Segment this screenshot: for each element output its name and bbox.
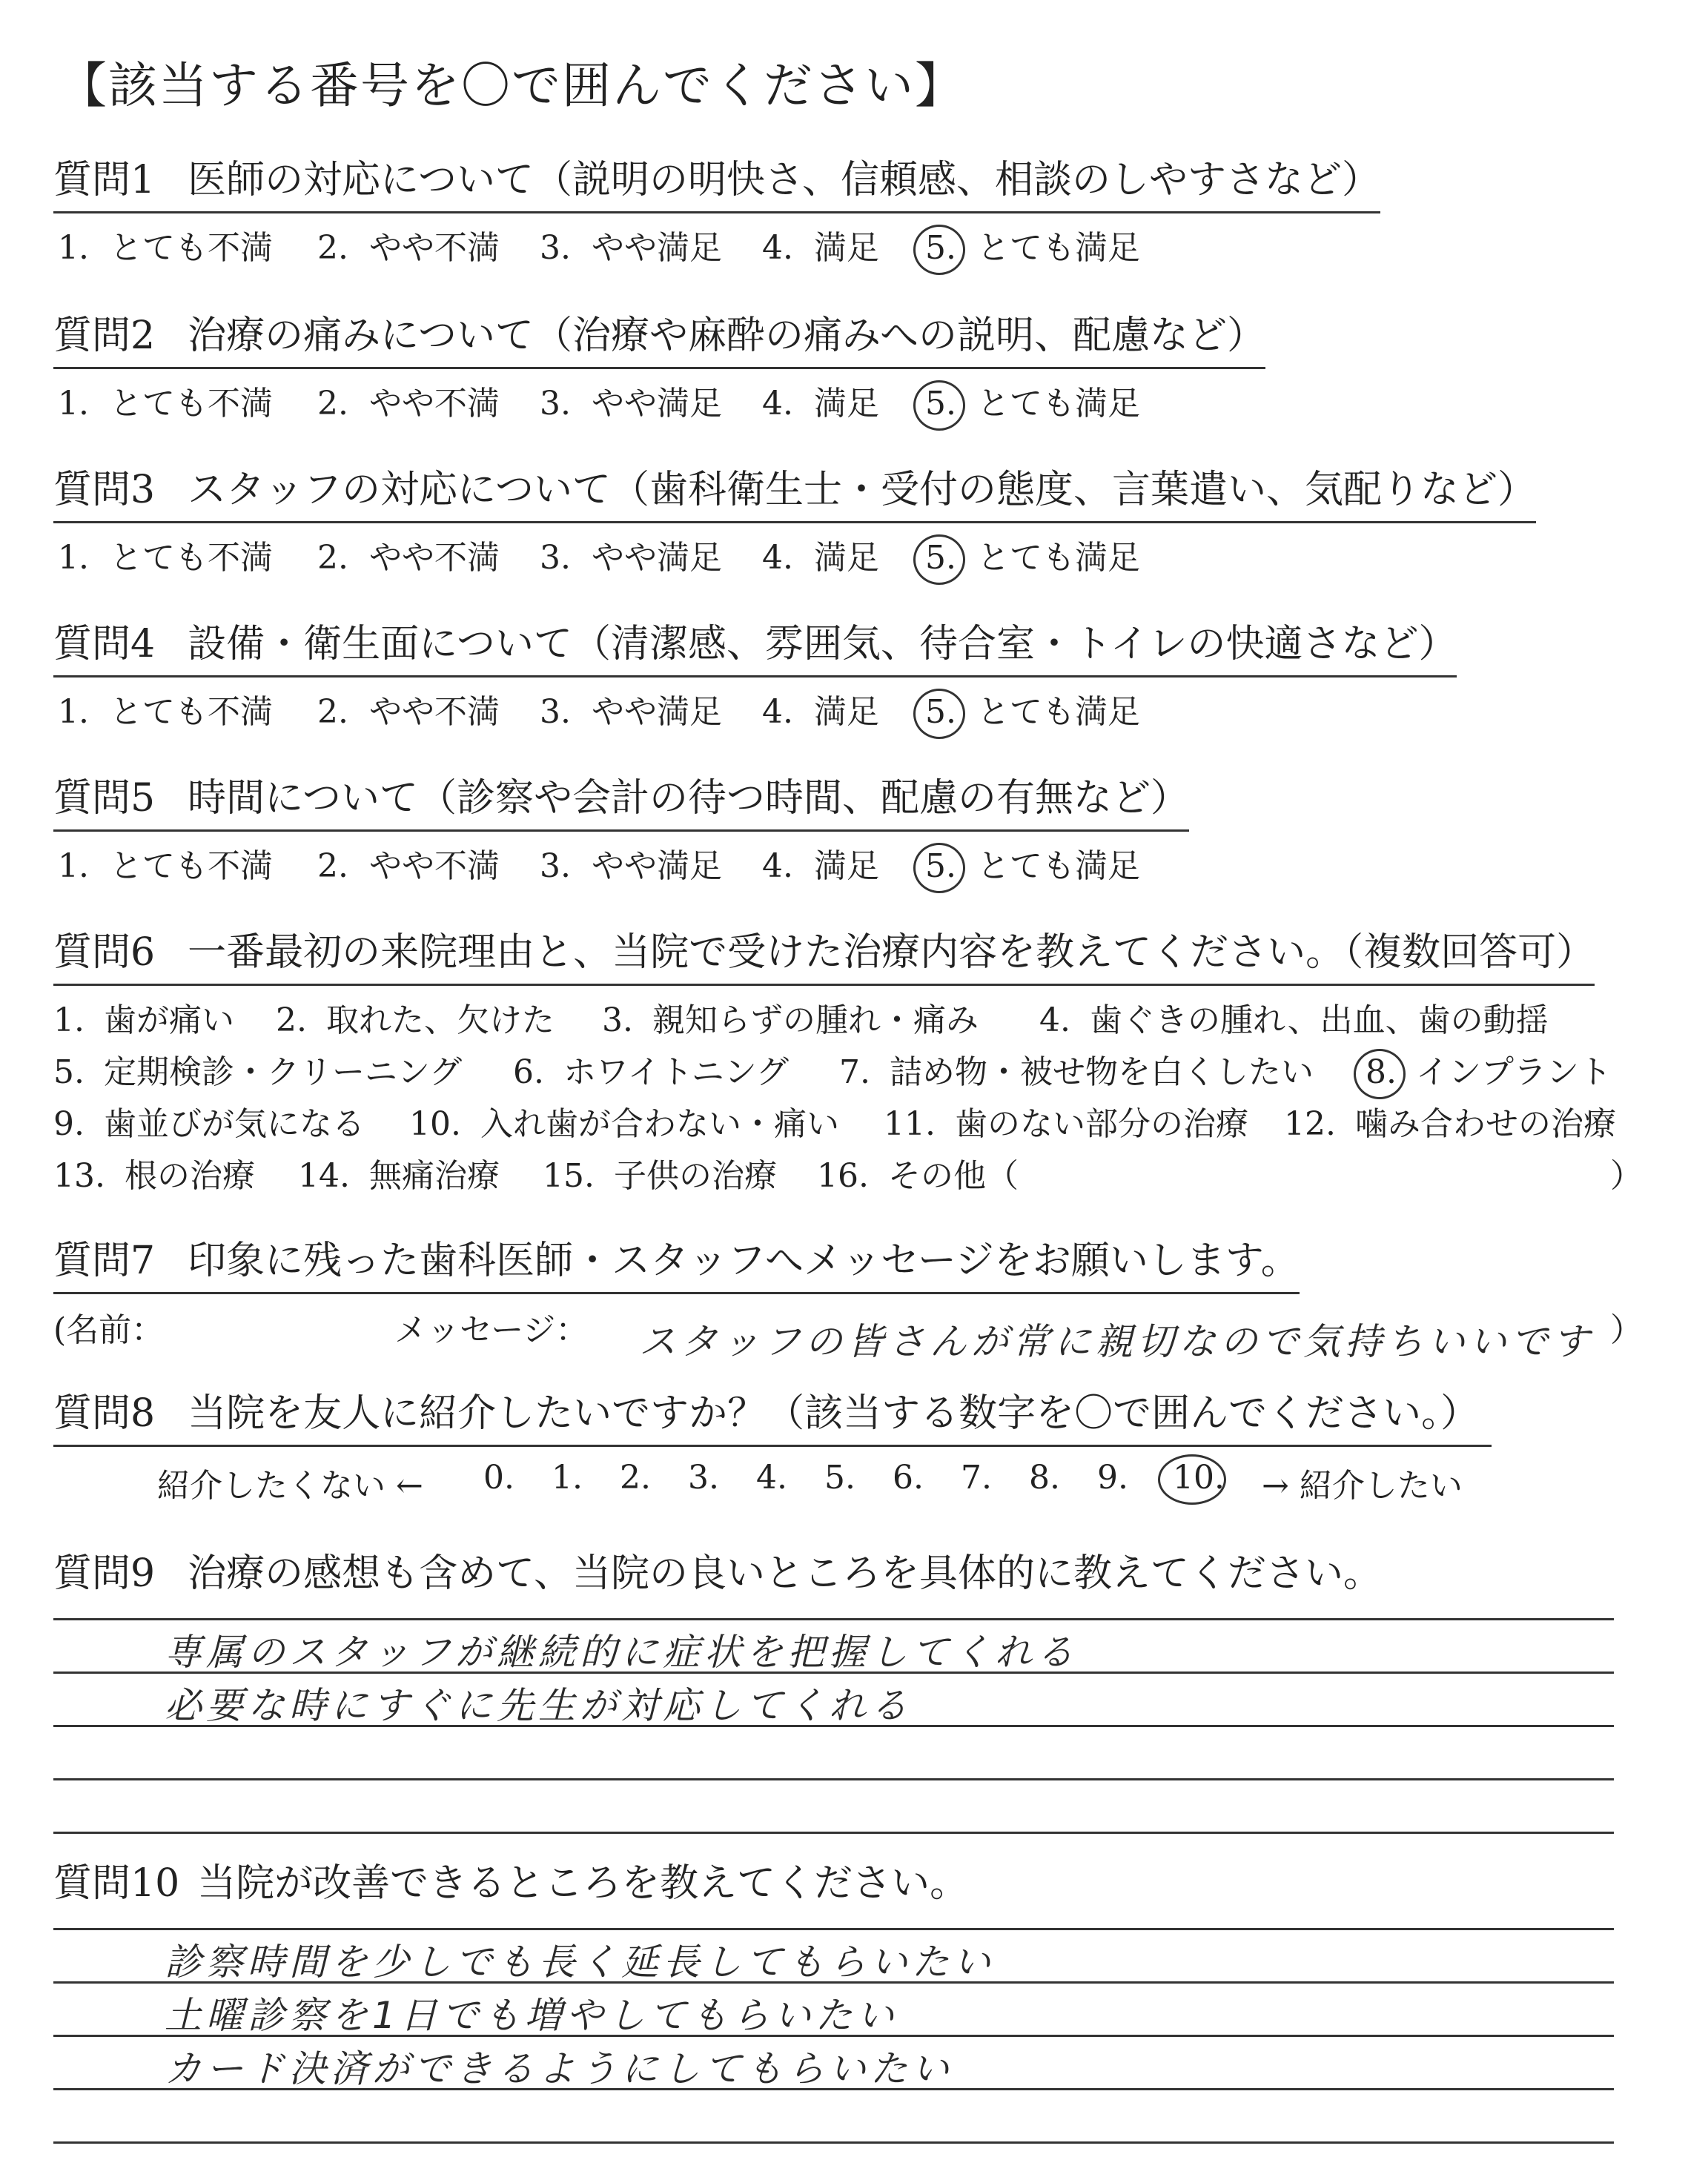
ruled-line [53,1778,1614,1780]
checklist-row [53,1045,1625,1097]
answer-handwritten-1[interactable]: 診察時間を少しでも長く延長してもらいたい [165,1941,995,1984]
question-text: 設備・衛生面について（清潔感、雰囲気、待合室・トイレの快適さなど） [188,622,1457,666]
question-number: 質問2 [53,314,156,358]
rating-option-3[interactable]: 3. やや満足 [540,539,722,577]
question-header [53,921,1595,986]
reason-option-1[interactable]: 1. 歯が痛い [53,1001,234,1039]
rating-option-2[interactable]: 2. やや不満 [317,385,500,423]
ruled-line [53,1832,1614,1834]
question-header [53,458,1536,523]
question-10 [53,1852,1625,2180]
checklist-row [53,1097,1625,1149]
message-close-paren: ） [1610,1311,1643,1349]
reason-option-13[interactable]: 13. 根の治療 [53,1157,255,1195]
scale-left-label: 紹介したくない ← [157,1467,423,1505]
rating-option-4[interactable]: 4. 満足 [762,229,879,267]
rating-option-5-selected[interactable]: 5. とても満足 [925,693,1140,731]
question-1 [53,148,1625,268]
rating-option-4[interactable]: 4. 満足 [762,693,879,731]
ruled-line [53,1725,1614,1727]
rating-option-3[interactable]: 3. やや満足 [540,385,722,423]
rating-scale [53,839,1625,887]
answer-lines [53,1928,1614,2180]
question-header [53,1852,1625,1907]
rating-option-4[interactable]: 4. 満足 [762,385,879,423]
rating-option-4[interactable]: 4. 満足 [762,539,879,577]
recommend-option-8[interactable]: 8. [1029,1459,1060,1497]
question-5 [53,766,1625,887]
recommend-option-5[interactable]: 5. [824,1459,855,1497]
answer-handwritten-3[interactable]: カード決済ができるようにしてもらいたい [165,2047,953,2090]
reason-option-16-other[interactable]: 16. その他（ [817,1157,1019,1195]
question-text: 治療の感想も含めて、当院の良いところを具体的に教えてください。 [188,1551,1383,1596]
reason-option-12[interactable]: 12. 噛み合わせの治療 [1284,1105,1616,1143]
answer-handwritten-1[interactable]: 専属のスタッフが継続的に症状を把握してくれる [165,1631,1078,1674]
selected-circle: 5. [925,847,956,885]
question-3 [53,458,1625,578]
rating-option-4[interactable]: 4. 満足 [762,847,879,885]
recommend-option-2[interactable]: 2. [620,1459,651,1497]
question-text: 医師の対応について（説明の明快さ、信頼感、相談のしやすさなど） [188,158,1380,202]
rating-scale [53,221,1625,268]
reason-option-6[interactable]: 6. ホワイトニング [513,1053,790,1091]
reason-option-3[interactable]: 3. 親知らずの腫れ・痛み [602,1001,979,1039]
recommend-option-10-selected[interactable]: 10. [1173,1459,1225,1497]
reason-option-15[interactable]: 15. 子供の治療 [543,1157,777,1195]
ruled-line [53,1928,1614,1930]
answer-handwritten-2[interactable]: 必要な時にすぐに先生が対応してくれる [165,1684,912,1727]
reason-option-10[interactable]: 10. 入れ歯が合わない・痛い [409,1105,839,1143]
message-label: メッセージ： [394,1311,589,1349]
rating-option-2[interactable]: 2. やや不満 [317,693,500,731]
question-header [53,612,1457,677]
recommend-option-4[interactable]: 4. [756,1459,787,1497]
page-title: 【該当する番号を〇で囲んでください】 [58,57,965,114]
question-number: 質問5 [53,776,156,821]
ruled-line [53,1672,1614,1674]
question-text: 治療の痛みについて（治療や麻酔の痛みへの説明、配慮など） [188,314,1266,358]
rating-option-1[interactable]: 1. とても不満 [58,229,273,267]
rating-option-1[interactable]: 1. とても不満 [58,847,273,885]
rating-option-3[interactable]: 3. やや満足 [540,229,722,267]
recommend-option-7[interactable]: 7. [961,1459,992,1497]
question-2 [53,304,1625,424]
question-number: 質問1 [53,158,156,202]
selected-circle: 5. [925,385,956,423]
question-number: 質問7 [53,1239,156,1283]
question-8 [53,1382,1625,1511]
question-number: 質問6 [53,930,156,975]
selected-circle: 5. [925,693,956,731]
rating-option-3[interactable]: 3. やや満足 [540,693,722,731]
question-number: 質問8 [53,1391,156,1436]
question-number: 質問10 [53,1861,180,1906]
scale-right-label: → 紹介したい [1262,1467,1463,1505]
question-header [53,304,1265,369]
question-number: 質問4 [53,622,156,666]
selected-circle: 5. [925,229,956,267]
rating-option-1[interactable]: 1. とても不満 [58,539,273,577]
reason-option-4[interactable]: 4. 歯ぐきの腫れ、出血、歯の動揺 [1039,1001,1549,1039]
reason-option-11[interactable]: 11. 歯のない部分の治療 [884,1105,1248,1143]
rating-scale [53,531,1625,578]
message-line [53,1303,1643,1363]
ruled-line [53,1618,1614,1620]
rating-option-2[interactable]: 2. やや不満 [317,229,500,267]
checklist-row [53,1149,1643,1201]
recommend-option-3[interactable]: 3. [688,1459,719,1497]
rating-scale [53,685,1625,732]
rating-option-3[interactable]: 3. やや満足 [540,847,722,885]
reason-option-7[interactable]: 7. 詰め物・被せ物を白くしたい [839,1053,1314,1091]
question-header [53,766,1189,832]
recommend-option-0[interactable]: 0. [483,1459,514,1497]
question-text: 当院が改善できるところを教えてください。 [197,1861,969,1906]
recommend-option-1[interactable]: 1. [552,1459,583,1497]
rating-option-1[interactable]: 1. とても不満 [58,385,273,423]
rating-scale [53,377,1625,424]
question-4 [53,612,1625,732]
question-header [53,1542,1625,1597]
reason-option-8-selected[interactable]: 8. インプラント [1366,1053,1612,1091]
question-text: 一番最初の来院理由と、当院で受けた治療内容を教えてください。（複数回答可） [188,930,1595,975]
reason-checklist [53,993,1643,1201]
rating-option-5-selected[interactable]: 5. とても満足 [925,539,1140,577]
ruled-line [53,2088,1614,2090]
answer-handwritten-2[interactable]: 土曜診察を1日でも増やしてもらいたい [165,1994,898,2037]
rating-option-2[interactable]: 2. やや不満 [317,539,500,577]
ruled-line [53,2035,1614,2037]
selected-circle: 5. [925,539,956,577]
question-text: 時間について（診察や会計の待つ時間、配慮の有無など） [188,776,1190,821]
rating-option-5-selected[interactable]: 5. とても満足 [925,229,1140,267]
recommend-option-9[interactable]: 9. [1097,1459,1128,1497]
question-header [53,1229,1300,1294]
selected-circle: 8. [1366,1053,1397,1091]
reason-option-9[interactable]: 9. 歯並びが気になる [53,1105,365,1143]
question-header [53,1382,1492,1447]
recommend-option-6[interactable]: 6. [893,1459,924,1497]
message-handwritten[interactable]: スタッフの皆さんが常に親切なので気持ちいいです [639,1320,1594,1363]
question-number: 質問3 [53,468,156,512]
checklist-row [53,993,1625,1045]
question-text: スタッフの対応について（歯科衛生士・受付の態度、言葉遣い、気配りなど） [188,468,1537,512]
reason-option-5[interactable]: 5. 定期検診・クリーニング [53,1053,463,1091]
reason-option-14[interactable]: 14. 無痛治療 [298,1157,500,1195]
rating-option-1[interactable]: 1. とても不満 [58,693,273,731]
question-7 [53,1229,1643,1363]
question-text: 当院を友人に紹介したいですか？（該当する数字を〇で囲んでください。） [188,1391,1480,1436]
question-text: 印象に残った歯科医師・スタッフへメッセージをお願いします。 [188,1239,1300,1283]
question-9 [53,1542,1625,1900]
reason-option-2[interactable]: 2. 取れた、欠けた [276,1001,555,1039]
question-number: 質問9 [53,1551,156,1596]
rating-option-5-selected[interactable]: 5. とても満足 [925,847,1140,885]
rating-option-2[interactable]: 2. やや不満 [317,847,500,885]
question-header [53,148,1380,213]
rating-option-5-selected[interactable]: 5. とても満足 [925,385,1140,423]
recommend-scale [53,1459,1625,1511]
name-label: (名前： [53,1311,165,1349]
other-close-paren: ） [1610,1157,1643,1195]
question-6 [53,921,1643,1201]
ruled-line [53,2141,1614,2144]
ruled-line [53,1981,1614,1984]
